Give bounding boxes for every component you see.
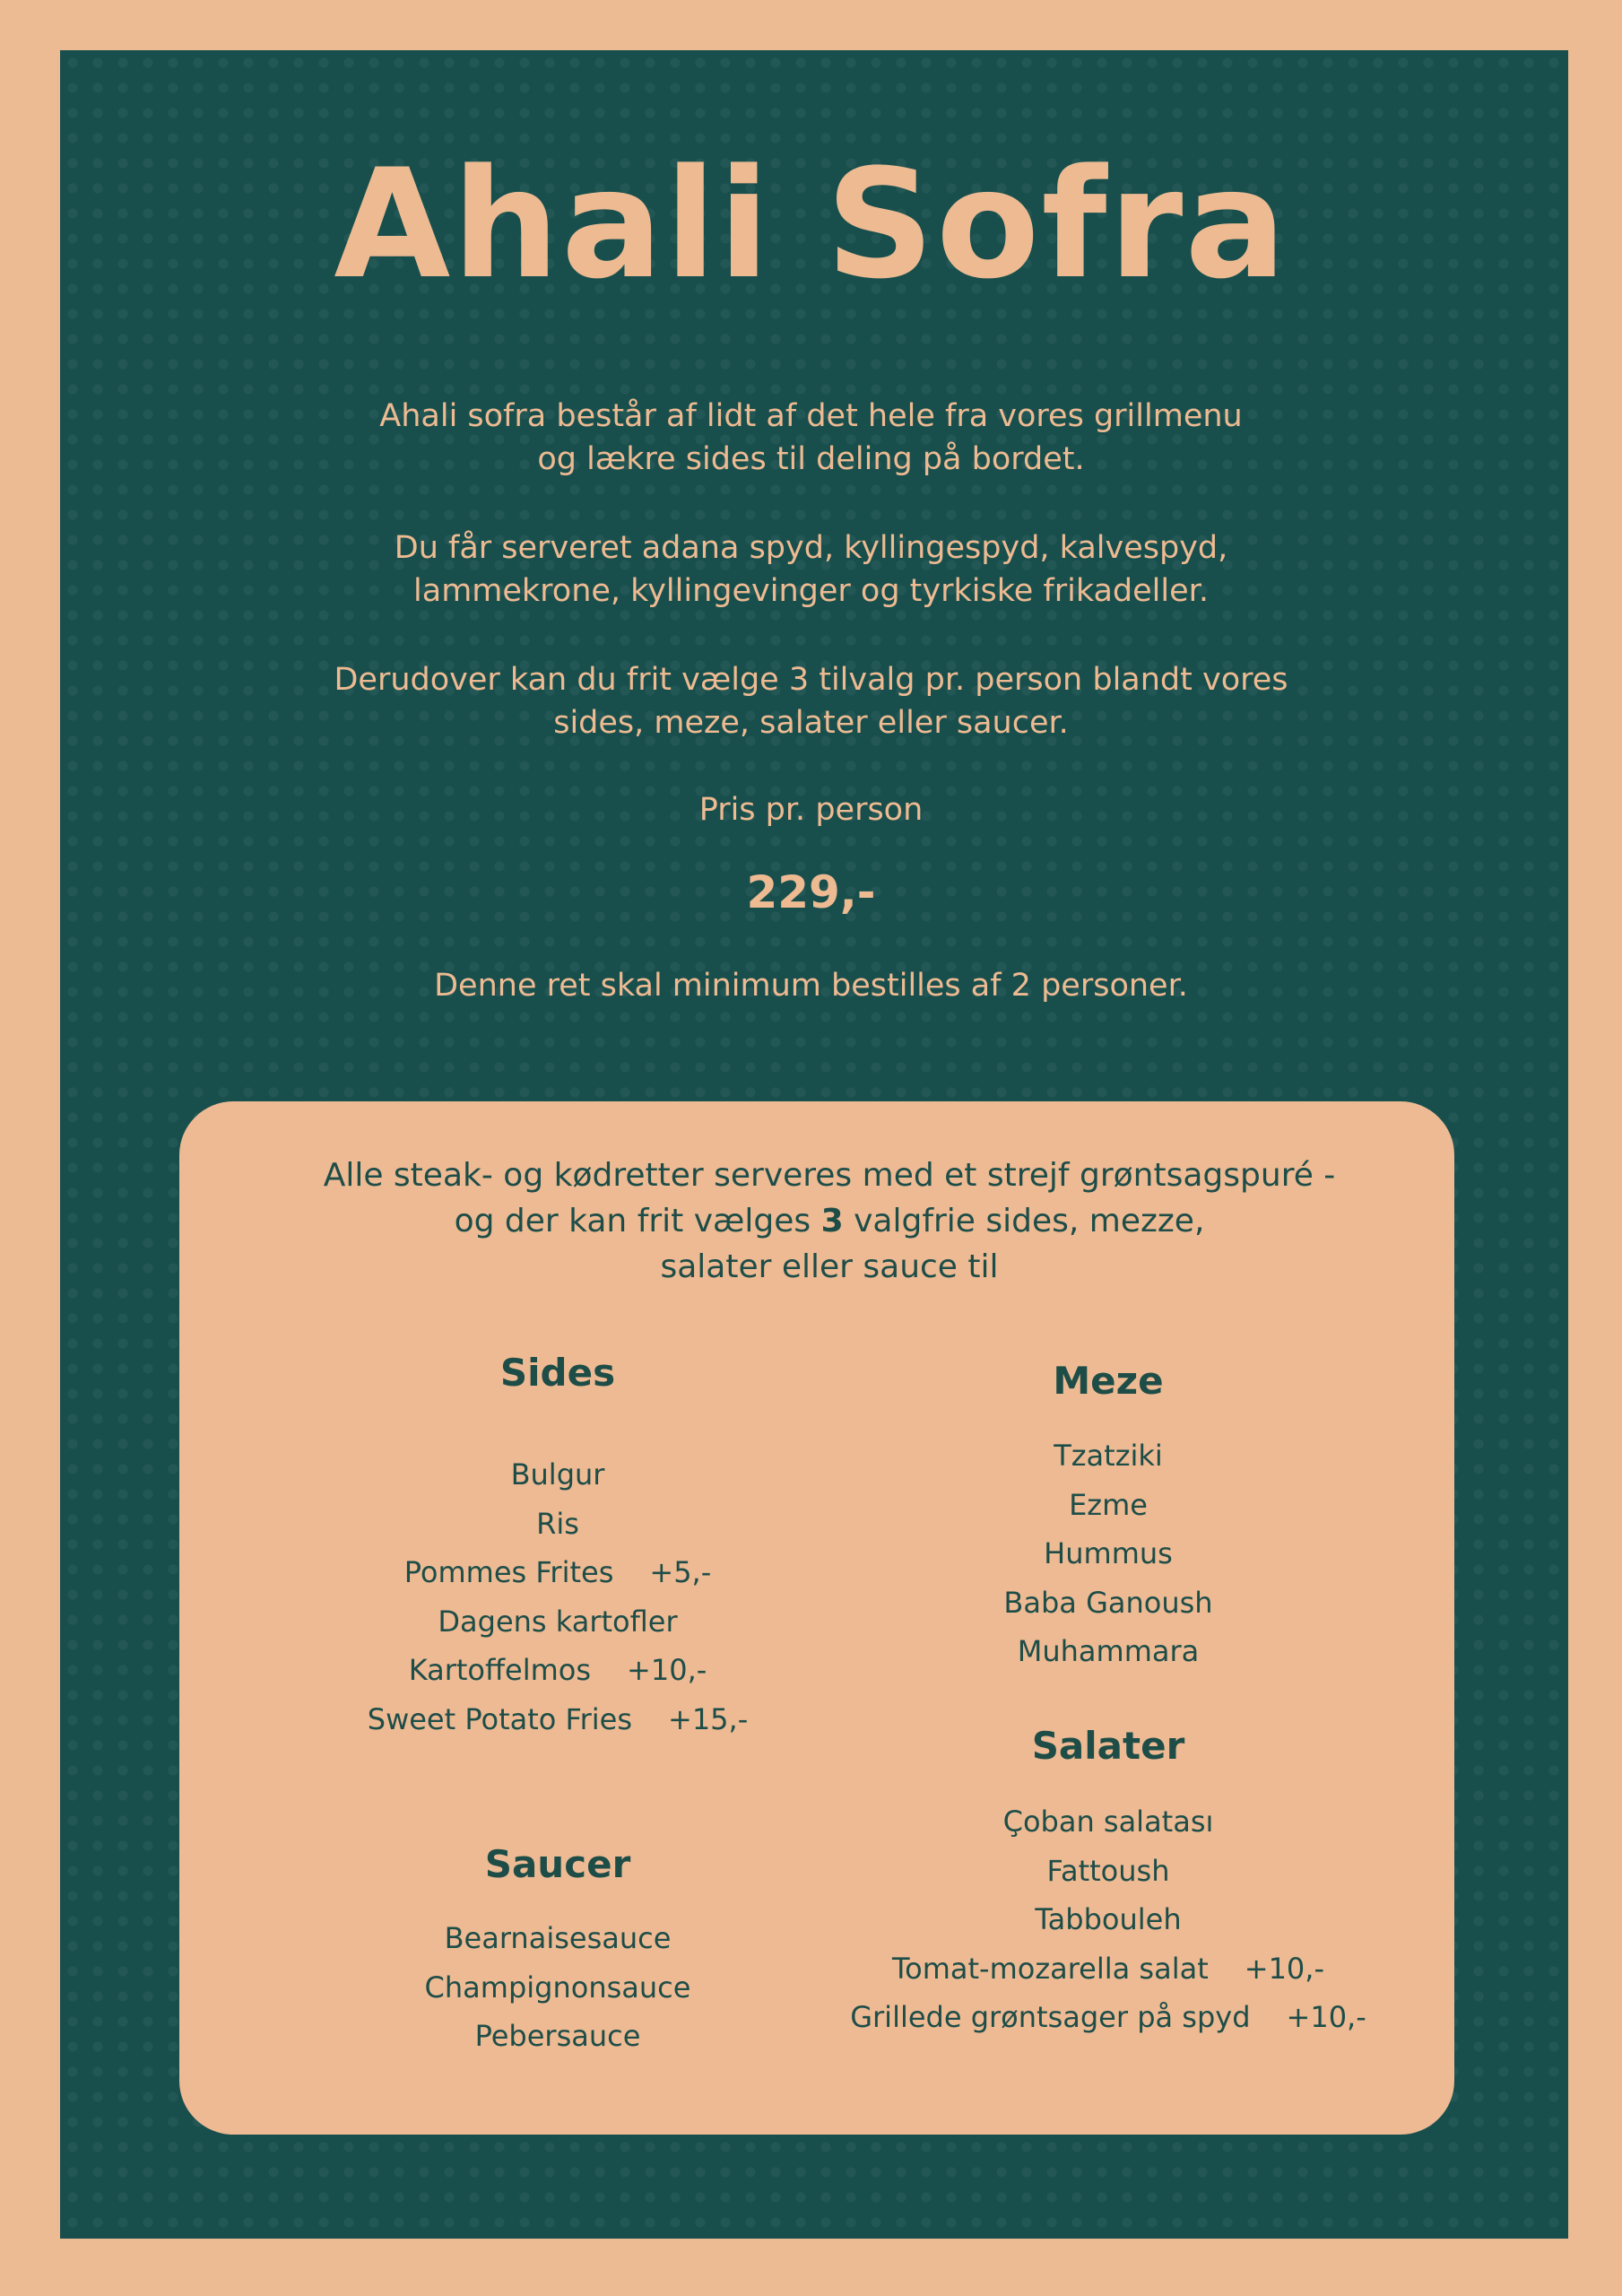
intro-p3-line2: sides, meze, salater eller saucer. <box>553 705 1069 741</box>
salater-item: Çoban salatası <box>1002 1805 1214 1839</box>
salater-item-surcharge: +10,- <box>1286 2000 1366 2035</box>
saucer-heading: Saucer <box>484 1842 631 1886</box>
sides-item: Dagens kartofler <box>438 1604 678 1639</box>
meze-list <box>750 1431 1467 1676</box>
meze-item: Hummus <box>1044 1536 1173 1571</box>
intro-p3-line1: Derudover kan du frit vælge 3 tilvalg pr. person blandt vores <box>334 662 1288 698</box>
card-intro-line3: salater eller sauce til <box>660 1248 999 1285</box>
intro-paragraph-3 <box>0 658 1622 744</box>
salater-item: Tabbouleh <box>1035 1902 1182 1937</box>
sides-item: Bulgur <box>510 1457 605 1492</box>
meze-item: Baba Ganoush <box>1003 1585 1213 1620</box>
saucer-item: Pebersauce <box>474 2019 641 2054</box>
price-value: 229,- <box>746 866 876 918</box>
card-intro-line2 <box>0 1198 1622 1244</box>
sides-item-surcharge: +15,- <box>668 1701 749 1736</box>
salater-list <box>750 1797 1467 2042</box>
meze-heading: Meze <box>1053 1359 1164 1403</box>
intro-paragraph-2 <box>0 526 1622 613</box>
meze-item: Ezme <box>1069 1487 1148 1522</box>
salater-heading: Salater <box>1031 1724 1185 1768</box>
card-intro-line2-end: valgfrie sides, mezze, <box>843 1203 1205 1239</box>
intro-p1-line1: Ahali sofra består af lidt af det hele fra vores grillmenu <box>379 398 1243 434</box>
sides-item: Sweet Potato Fries +15,- <box>367 1701 749 1736</box>
menu-title: Ahali Sofra <box>334 136 1288 312</box>
salater-item: Tomat-mozarella salat +10,- <box>892 1951 1324 1986</box>
salater-item: Grillede grøntsager på spyd +10,- <box>850 2000 1366 2035</box>
saucer-item: Champignonsauce <box>424 1970 691 2005</box>
card-intro-line1: Alle steak- og kødretter serveres med et strejf grøntsagspuré - <box>323 1157 1336 1194</box>
sides-heading: Sides <box>499 1351 616 1395</box>
salater-item: Fattoush <box>1046 1853 1170 1888</box>
minimum-notice: Denne ret skal minimum bestilles af 2 personer. <box>434 968 1188 1004</box>
sides-item: Kartoffelmos +10,- <box>408 1653 707 1688</box>
intro-p1-line2: og lækre sides til deling på bordet. <box>537 441 1085 477</box>
intro-paragraph-1 <box>0 395 1622 481</box>
sides-item-surcharge: +5,- <box>649 1555 712 1590</box>
card-intro-number: 3 <box>820 1203 844 1239</box>
card-intro <box>0 1152 1622 1290</box>
saucer-item: Bearnaisesauce <box>444 1921 672 1955</box>
meze-item: Tzatziki <box>1054 1439 1163 1473</box>
meze-item: Muhammara <box>1017 1634 1200 1669</box>
intro-p2-line2: lammekrone, kyllingevinger og tyrkiske frikadeller. <box>413 573 1209 609</box>
card-intro-line2-start: og der kan frit vælges <box>454 1203 821 1239</box>
price-label: Pris pr. person <box>698 792 924 828</box>
sides-item: Ris <box>536 1506 579 1541</box>
salater-item-surcharge: +10,- <box>1244 1951 1324 1986</box>
sides-item: Pommes Frites +5,- <box>403 1555 712 1590</box>
sides-item-surcharge: +10,- <box>627 1653 707 1688</box>
intro-p2-line1: Du får serveret adana spyd, kyllingespyd, kalvespyd, <box>394 530 1228 566</box>
